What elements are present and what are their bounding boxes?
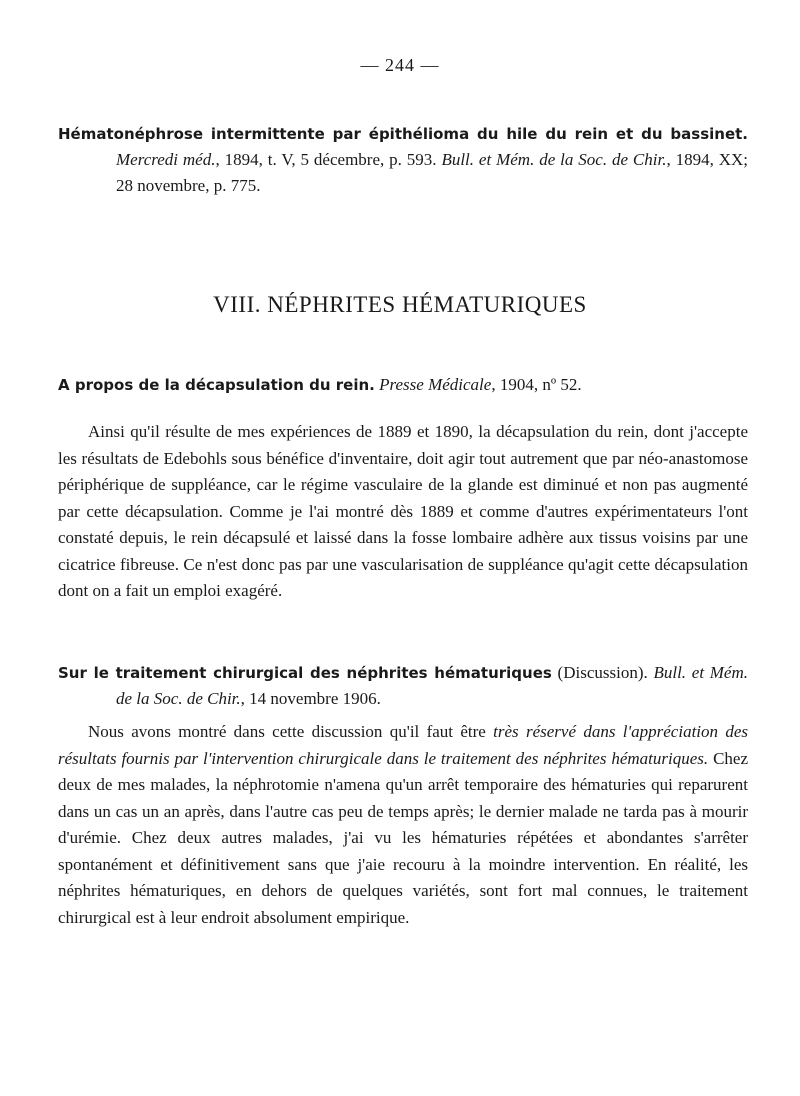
reference-entry-decapsulation bbox=[58, 372, 748, 398]
reference-details: , 14 novembre 1906. bbox=[240, 689, 381, 708]
reference-details: , 1894, t. V, 5 décembre, p. 593. bbox=[215, 150, 437, 169]
journal-name: Bull. et Mém. de la Soc. de Chir. bbox=[116, 663, 748, 708]
reference-title: Sur le traitement chirurgical des néphrites hématuriques bbox=[58, 664, 552, 682]
paragraph-decapsulation bbox=[58, 419, 748, 605]
journal-name-2: Bull. et Mém. de la Soc. de Chir. bbox=[441, 150, 667, 169]
paragraph-rest: Chez deux de mes malades, la néphrotomie n'amena qu'un arrêt temporaire des hématuries qui reparurent dans un cas un an après, dans l'autre cas peu de temps après; le dernier malade ne tarda pas à mourir d'urémie. Chez deux autres malades, j'ai vu les hématuries répétées et abondantes s'arrêter spontanément et définitivement sans que j'aie recouru à la moindre intervention. En réalité, les néphrites hématuriques, en dehors de quelques variétés, sont fort mal connues, le traitement chirurgical est à leur endroit absolument empirique. bbox=[58, 748, 748, 927]
body-paragraph: Ainsi qu'il résulte de mes expériences de 1889 et 1890, la décapsulation du rein, dont j'accepte les résultats de Edebohls sous bénéfice d'inventaire, doit agir tout autrement que par néo-anastomose périphérique de suppléance, car le régime vasculaire de la glande est diminué et non pas augmenté par cette décapsulation. Comme je l'ai montré dès 1889 et comme d'autres expérimentateurs l'ont constaté depuis, le rein décapsulé et laissé dans la fosse lombaire adhère aux tissus voisins par une cicatrice fibreuse. Ce n'est donc pas par une vascularisation de suppléance qu'agit cette décapsulation dont on a fait un emploi exagéré. bbox=[58, 422, 748, 600]
reference-details-2: , 1894, XX; 28 novembre, p. 775. bbox=[116, 150, 749, 195]
section-heading: VIII. NÉPHRITES HÉMATURIQUES bbox=[213, 292, 587, 317]
reference-entry-hematonephrose bbox=[58, 121, 748, 199]
paragraph-traitement bbox=[58, 719, 748, 931]
reference-note: (Discussion). bbox=[551, 663, 654, 682]
reference-entry-traitement bbox=[58, 660, 748, 712]
journal-name: Presse Médicale bbox=[379, 375, 492, 394]
page-number: — 244 — bbox=[360, 55, 440, 75]
reference-text bbox=[58, 660, 748, 712]
reference-text bbox=[58, 372, 748, 398]
body-paragraph bbox=[58, 719, 748, 931]
reference-text bbox=[58, 121, 748, 199]
paragraph-intro: Nous avons montré dans cette discussion qu'il faut être bbox=[88, 722, 494, 741]
paragraph-emphasis: très réservé dans l'appréciation des résultats fournis par l'intervention chirurgicale dans le traitement des néphrites hématuriques. bbox=[58, 722, 749, 768]
reference-title: A propos de la décapsulation du rein. bbox=[58, 376, 375, 394]
reference-title: Hématonéphrose intermittente par épithélioma du hile du rein et du bassinet. bbox=[58, 125, 748, 143]
journal-name: Mercredi méd. bbox=[116, 150, 216, 169]
reference-details: , 1904, nº 52. bbox=[491, 375, 582, 394]
